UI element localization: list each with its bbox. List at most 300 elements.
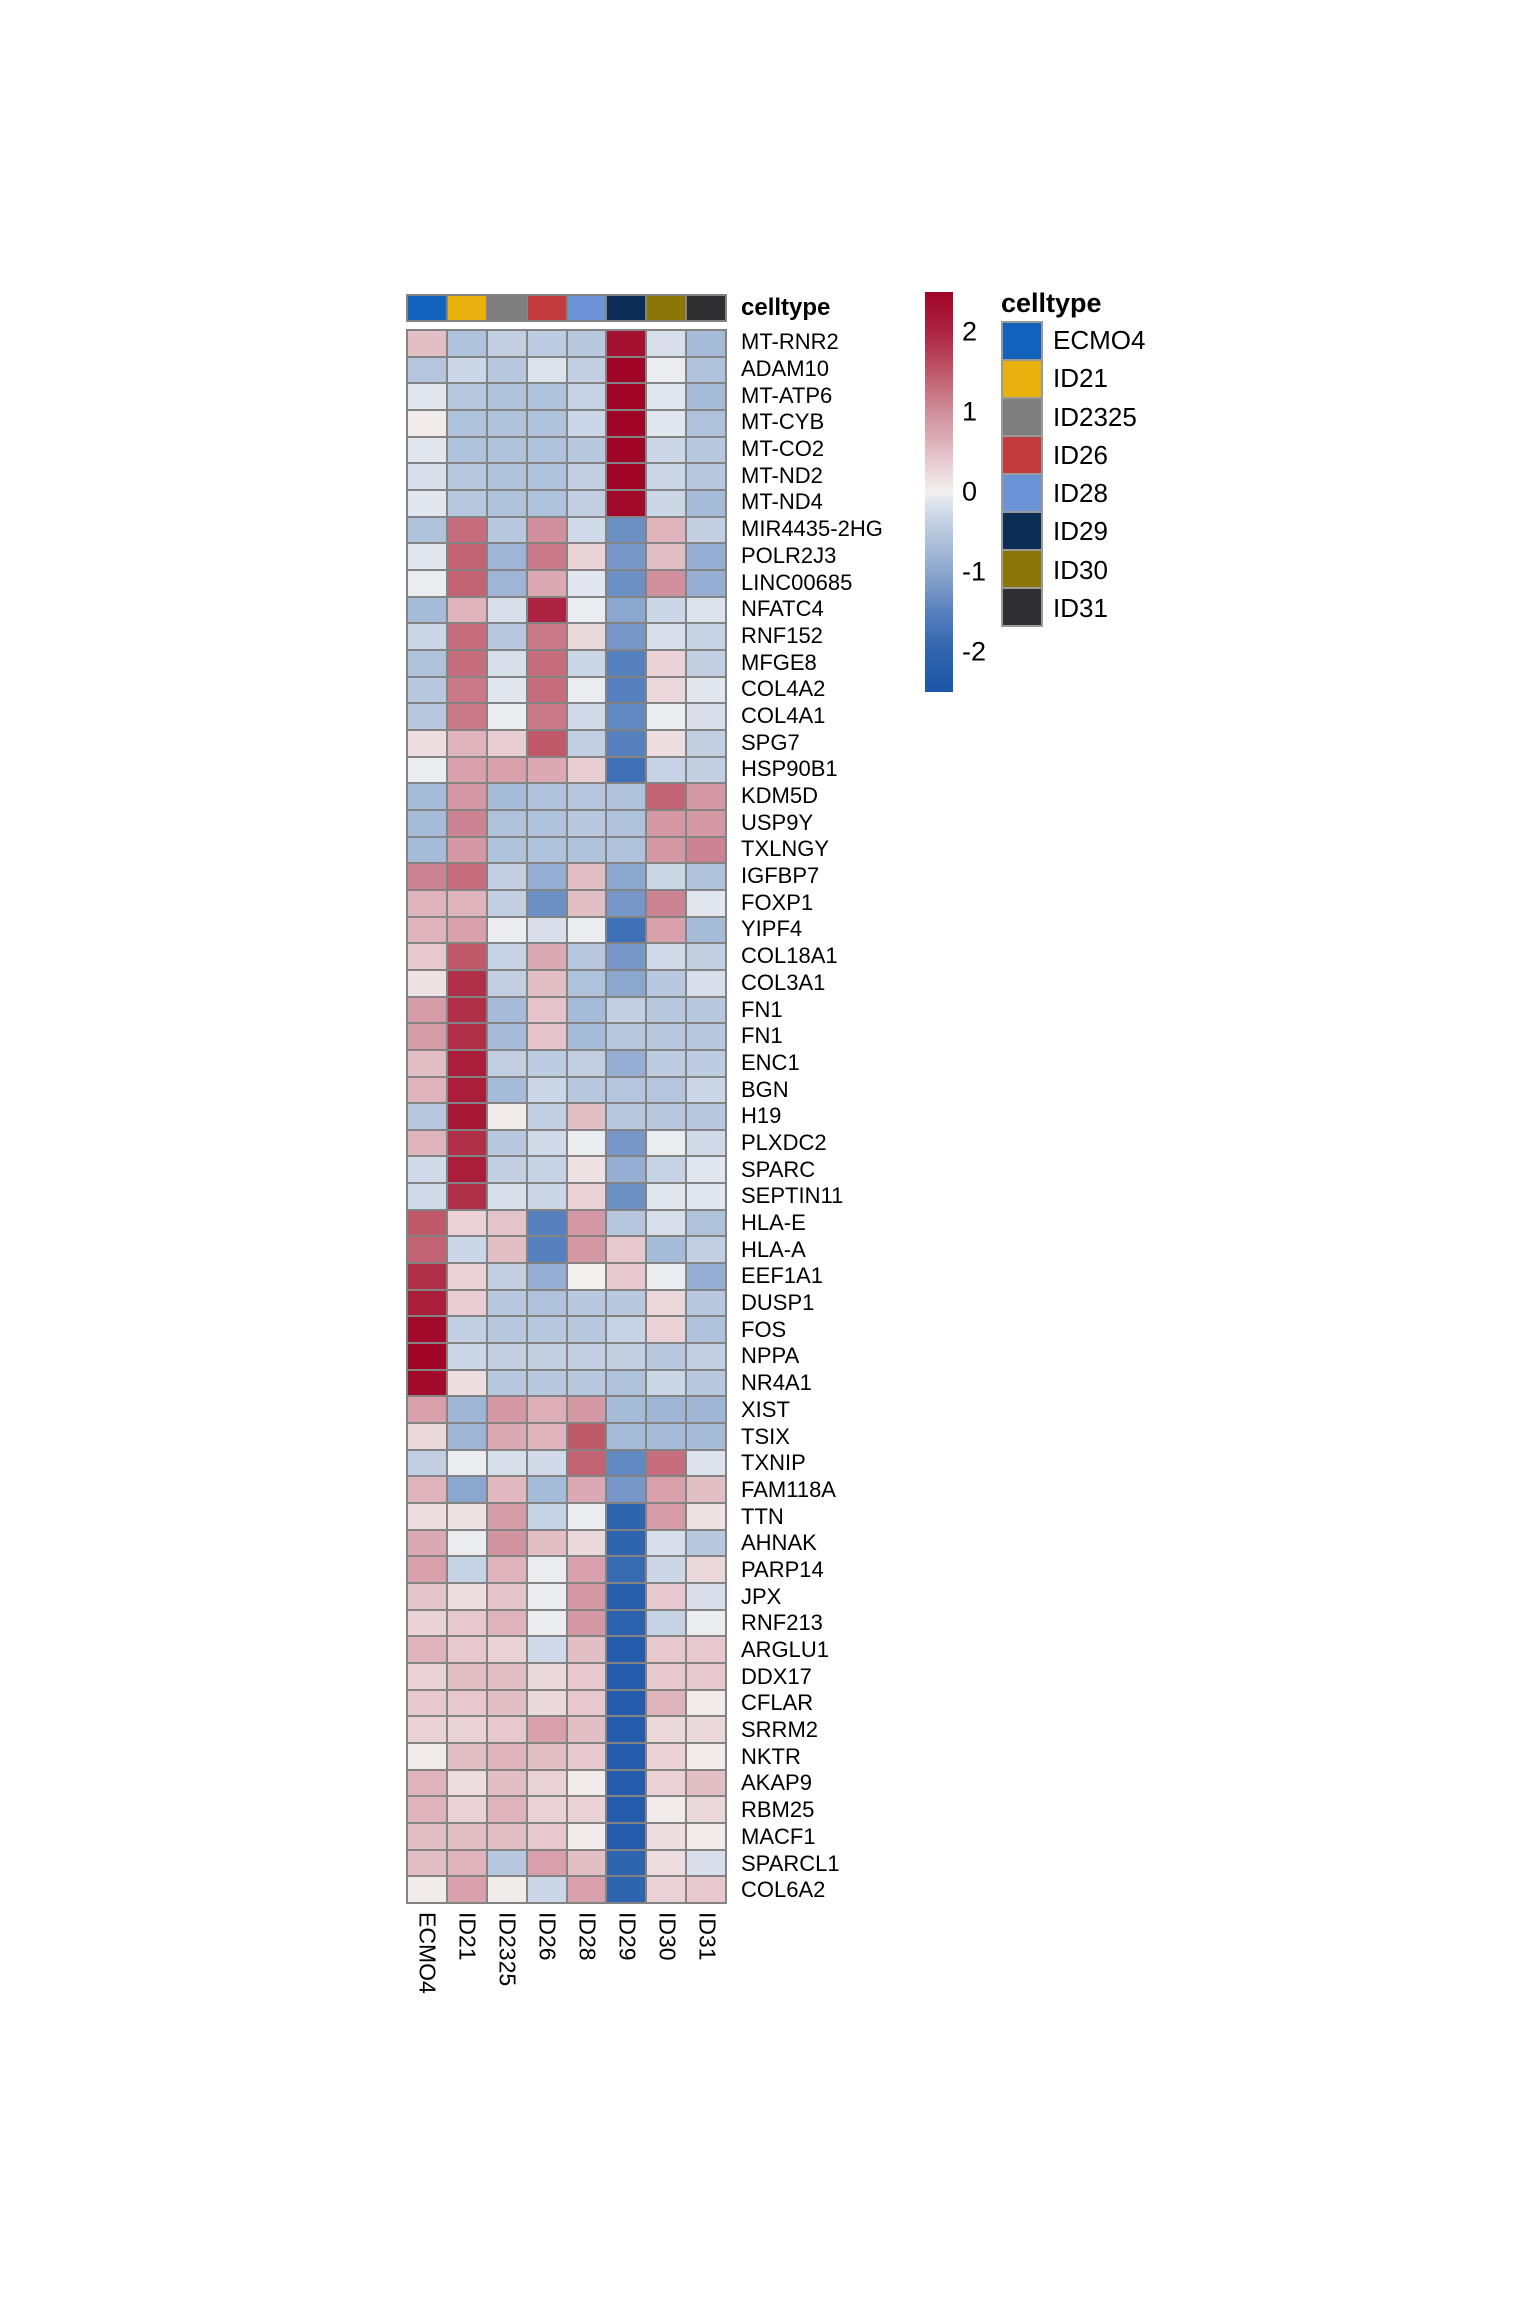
heatmap-cell	[408, 1344, 446, 1369]
heatmap-cell	[607, 918, 645, 943]
heatmap-cell	[647, 784, 685, 809]
heatmap-cell	[687, 411, 725, 436]
heatmap-cell	[408, 1504, 446, 1529]
row-label: COL18A1	[741, 943, 838, 969]
row-label: ARGLU1	[741, 1637, 830, 1663]
heatmap-cell	[607, 758, 645, 783]
legend-label: ID21	[1053, 363, 1108, 394]
celltype-legend-labels	[1053, 321, 1145, 627]
heatmap-cell	[607, 838, 645, 863]
row-label: FN1	[741, 1023, 783, 1049]
heatmap-cell	[568, 1851, 606, 1876]
heatmap-cell	[488, 1824, 526, 1849]
heatmap-cell	[568, 491, 606, 516]
heatmap-cell	[488, 1104, 526, 1129]
heatmap-cell	[647, 1051, 685, 1076]
row-label: CFLAR	[741, 1690, 814, 1716]
heatmap-cell	[647, 1797, 685, 1822]
heatmap-cell	[687, 518, 725, 543]
heatmap-cell	[448, 1611, 486, 1636]
heatmap-cell	[647, 1317, 685, 1342]
heatmap-cell	[448, 1451, 486, 1476]
heatmap-cell	[528, 384, 566, 409]
heatmap-cell	[607, 1611, 645, 1636]
heatmap-cell	[568, 731, 606, 756]
heatmap-cell	[408, 784, 446, 809]
heatmap-cell	[687, 998, 725, 1023]
column-label: ID2325	[494, 1912, 521, 1987]
heatmap-cell	[687, 1078, 725, 1103]
row-label: COL3A1	[741, 969, 826, 995]
row-label: MT-ND4	[741, 489, 823, 515]
heatmap-cell	[408, 1717, 446, 1742]
heatmap-cell	[528, 1131, 566, 1156]
heatmap-cell	[568, 1078, 606, 1103]
heatmap-cell	[488, 1237, 526, 1262]
heatmap-cell	[647, 1531, 685, 1556]
heatmap-cell	[488, 384, 526, 409]
heatmap-cell	[528, 731, 566, 756]
row-label: PLXDC2	[741, 1129, 827, 1155]
heatmap-cell	[488, 571, 526, 596]
heatmap-cell	[488, 1211, 526, 1236]
heatmap-cell	[568, 1797, 606, 1822]
heatmap-cell	[647, 891, 685, 916]
heatmap-cell	[568, 1424, 606, 1449]
heatmap-cell	[687, 491, 725, 516]
heatmap-cell	[687, 1584, 725, 1609]
heatmap-cell	[687, 1744, 725, 1769]
row-label: XIST	[741, 1396, 790, 1422]
heatmap-cell	[607, 1051, 645, 1076]
heatmap-cell	[408, 1851, 446, 1876]
heatmap-cell	[408, 1824, 446, 1849]
heatmap-cell	[448, 704, 486, 729]
heatmap-cell	[607, 1291, 645, 1316]
heatmap-cell	[448, 1584, 486, 1609]
heatmap-cell	[607, 1477, 645, 1502]
heatmap-cell	[448, 1851, 486, 1876]
colorbar-tick-label: -2	[962, 636, 987, 667]
heatmap-cell	[647, 678, 685, 703]
heatmap-cell	[687, 464, 725, 489]
heatmap-cell	[568, 998, 606, 1023]
row-label: NR4A1	[741, 1370, 812, 1396]
heatmap-cell	[607, 678, 645, 703]
heatmap-cell	[448, 1344, 486, 1369]
heatmap-cell	[448, 1691, 486, 1716]
heatmap-cell	[647, 1584, 685, 1609]
heatmap-cell	[647, 598, 685, 623]
heatmap-cell	[408, 651, 446, 676]
heatmap-cell	[568, 598, 606, 623]
heatmap-cell	[568, 1877, 606, 1902]
heatmap-cell	[687, 758, 725, 783]
heatmap-cell	[647, 1691, 685, 1716]
heatmap-cell	[607, 438, 645, 463]
heatmap-cell	[408, 811, 446, 836]
heatmap-cell	[408, 1477, 446, 1502]
heatmap-cell	[568, 864, 606, 889]
heatmap-grid	[406, 329, 727, 1904]
heatmap-cell	[528, 1477, 566, 1502]
heatmap-cell	[448, 411, 486, 436]
heatmap-cell	[607, 411, 645, 436]
heatmap-cell	[687, 1184, 725, 1209]
heatmap-cell	[568, 544, 606, 569]
heatmap-cell	[488, 1184, 526, 1209]
row-label: KDM5D	[741, 783, 819, 809]
heatmap-cell	[687, 838, 725, 863]
heatmap-cell	[647, 731, 685, 756]
heatmap-cell	[448, 518, 486, 543]
legend-label: ID2325	[1053, 401, 1137, 432]
heatmap-cell	[408, 1237, 446, 1262]
heatmap-cell	[568, 1344, 606, 1369]
heatmap-cell	[488, 971, 526, 996]
annotation-cell-ecmo4	[408, 296, 446, 320]
row-label: FOXP1	[741, 889, 814, 915]
heatmap-cell	[607, 1664, 645, 1689]
heatmap-cell	[568, 1024, 606, 1049]
heatmap-cell	[448, 384, 486, 409]
heatmap-cell	[528, 1157, 566, 1182]
heatmap-cell	[647, 1371, 685, 1396]
heatmap-cell	[687, 1157, 725, 1182]
heatmap-cell	[568, 384, 606, 409]
heatmap-cell	[488, 1371, 526, 1396]
row-label: SPARC	[741, 1156, 816, 1182]
heatmap-cell	[647, 491, 685, 516]
column-label: ID30	[654, 1912, 681, 1961]
heatmap-cell	[607, 1211, 645, 1236]
heatmap-cell	[488, 1051, 526, 1076]
heatmap-cell	[448, 1637, 486, 1662]
heatmap-cell	[408, 1584, 446, 1609]
heatmap-cell	[607, 1424, 645, 1449]
heatmap-cell	[488, 1744, 526, 1769]
row-label: MT-RNR2	[741, 329, 839, 355]
heatmap-cell	[568, 811, 606, 836]
heatmap-cell	[647, 704, 685, 729]
heatmap-cell	[607, 1317, 645, 1342]
row-label: FN1	[741, 996, 783, 1022]
heatmap-cell	[488, 998, 526, 1023]
row-label: HLA-A	[741, 1236, 806, 1262]
heatmap-cell	[607, 1824, 645, 1849]
heatmap-cell	[448, 1051, 486, 1076]
row-label: BGN	[741, 1076, 789, 1102]
heatmap-cell	[408, 1664, 446, 1689]
heatmap-cell	[687, 1451, 725, 1476]
heatmap-cell	[607, 358, 645, 383]
annotation-cell-id28	[568, 296, 606, 320]
heatmap-cell	[568, 1637, 606, 1662]
heatmap-cell	[687, 1664, 725, 1689]
row-label: MT-CYB	[741, 409, 825, 435]
heatmap-cell	[408, 1211, 446, 1236]
heatmap-cell	[687, 1717, 725, 1742]
heatmap-cell	[607, 1024, 645, 1049]
heatmap-cell	[647, 1824, 685, 1849]
heatmap-cell	[488, 598, 526, 623]
row-label: RBM25	[741, 1797, 815, 1823]
heatmap-cell	[607, 811, 645, 836]
heatmap-cell	[687, 1611, 725, 1636]
heatmap-cell	[607, 1184, 645, 1209]
heatmap-cell	[687, 704, 725, 729]
heatmap-cell	[528, 464, 566, 489]
heatmap-cell	[687, 1504, 725, 1529]
heatmap-cell	[647, 864, 685, 889]
heatmap-cell	[568, 1557, 606, 1582]
heatmap-cell	[488, 1771, 526, 1796]
heatmap-cell	[488, 1264, 526, 1289]
colorbar-tick-label: 1	[962, 396, 978, 427]
heatmap-cell	[448, 624, 486, 649]
heatmap-cell	[647, 1104, 685, 1129]
heatmap-cell	[607, 1771, 645, 1796]
heatmap-cell	[528, 1664, 566, 1689]
heatmap-cell	[408, 491, 446, 516]
heatmap-cell	[448, 1397, 486, 1422]
heatmap-cell	[647, 1131, 685, 1156]
heatmap-cell	[528, 331, 566, 356]
heatmap-cell	[687, 1104, 725, 1129]
heatmap-cell	[408, 1877, 446, 1902]
heatmap-cell	[607, 1344, 645, 1369]
heatmap-cell	[687, 918, 725, 943]
heatmap-cell	[607, 944, 645, 969]
heatmap-cell	[488, 518, 526, 543]
heatmap-cell	[448, 571, 486, 596]
heatmap-cell	[488, 1078, 526, 1103]
heatmap-cell	[488, 1477, 526, 1502]
row-label: JPX	[741, 1583, 782, 1609]
heatmap-cell	[408, 1397, 446, 1422]
heatmap-cell	[528, 1291, 566, 1316]
heatmap-cell	[568, 1237, 606, 1262]
heatmap-cell	[528, 1264, 566, 1289]
heatmap-cell	[568, 678, 606, 703]
heatmap-cell	[607, 1397, 645, 1422]
heatmap-cell	[488, 1024, 526, 1049]
legend-swatch-id26	[1003, 437, 1041, 473]
row-label: MIR4435-2HG	[741, 516, 883, 542]
heatmap-cell	[607, 624, 645, 649]
heatmap-cell	[528, 358, 566, 383]
heatmap-cell	[687, 731, 725, 756]
heatmap-cell	[647, 1504, 685, 1529]
heatmap-cell	[408, 1024, 446, 1049]
heatmap-cell	[528, 1611, 566, 1636]
heatmap-cell	[528, 1317, 566, 1342]
heatmap-cell	[448, 758, 486, 783]
heatmap-cell	[528, 1717, 566, 1742]
heatmap-cell	[448, 811, 486, 836]
heatmap-cell	[528, 918, 566, 943]
heatmap-cell	[607, 598, 645, 623]
heatmap-cell	[448, 944, 486, 969]
heatmap-cell	[528, 1797, 566, 1822]
heatmap-cell	[607, 784, 645, 809]
heatmap-cell	[408, 1264, 446, 1289]
heatmap-cell	[488, 864, 526, 889]
heatmap-cell	[528, 1584, 566, 1609]
heatmap-cell	[607, 704, 645, 729]
heatmap-cell	[408, 1424, 446, 1449]
heatmap-cell	[408, 464, 446, 489]
heatmap-cell	[528, 811, 566, 836]
heatmap-cell	[448, 1504, 486, 1529]
heatmap-cell	[568, 704, 606, 729]
heatmap-cell	[568, 1051, 606, 1076]
heatmap-cell	[687, 1264, 725, 1289]
heatmap-cell	[528, 1371, 566, 1396]
heatmap-cell	[488, 1797, 526, 1822]
heatmap-cell	[647, 1771, 685, 1796]
heatmap-cell	[607, 1851, 645, 1876]
heatmap-cell	[568, 1157, 606, 1182]
row-label: MFGE8	[741, 649, 817, 675]
heatmap-cell	[528, 1851, 566, 1876]
heatmap-cell	[687, 358, 725, 383]
heatmap-cell	[528, 1504, 566, 1529]
heatmap-cell	[687, 891, 725, 916]
heatmap-cell	[408, 704, 446, 729]
heatmap-cell	[647, 1557, 685, 1582]
heatmap-cell	[528, 598, 566, 623]
heatmap-cell	[607, 491, 645, 516]
annotation-cell-id2325	[488, 296, 526, 320]
heatmap-cell	[408, 971, 446, 996]
heatmap-cell	[528, 411, 566, 436]
heatmap-cell	[528, 1424, 566, 1449]
row-label: SPG7	[741, 729, 800, 755]
heatmap-cell	[408, 1184, 446, 1209]
heatmap-cell	[528, 838, 566, 863]
heatmap-cell	[568, 1211, 606, 1236]
heatmap-cell	[408, 838, 446, 863]
heatmap-cell	[607, 384, 645, 409]
heatmap-cell	[607, 1637, 645, 1662]
heatmap-cell	[647, 1024, 685, 1049]
heatmap-cell	[607, 1504, 645, 1529]
heatmap-cell	[647, 1237, 685, 1262]
heatmap-cell	[647, 464, 685, 489]
heatmap-cell	[568, 1371, 606, 1396]
heatmap-cell	[528, 758, 566, 783]
heatmap-cell	[408, 731, 446, 756]
heatmap-cell	[448, 331, 486, 356]
heatmap-cell	[568, 971, 606, 996]
heatmap-cell	[448, 1424, 486, 1449]
row-label: MT-ATP6	[741, 382, 833, 408]
heatmap-cell	[448, 971, 486, 996]
heatmap-cell	[448, 1237, 486, 1262]
heatmap-cell	[647, 1664, 685, 1689]
heatmap-cell	[687, 1824, 725, 1849]
heatmap-cell	[687, 1424, 725, 1449]
heatmap-cell	[408, 598, 446, 623]
heatmap-cell	[528, 1877, 566, 1902]
row-label: PARP14	[741, 1556, 824, 1582]
heatmap-cell	[488, 918, 526, 943]
heatmap-cell	[568, 1584, 606, 1609]
heatmap-cell	[408, 1051, 446, 1076]
heatmap-cell	[448, 864, 486, 889]
heatmap-cell	[687, 1371, 725, 1396]
heatmap-cell	[568, 1771, 606, 1796]
heatmap-cell	[408, 1611, 446, 1636]
heatmap-cell	[607, 1877, 645, 1902]
row-label: MACF1	[741, 1823, 816, 1849]
legend-swatch-id21	[1003, 361, 1041, 397]
heatmap-cell	[687, 1131, 725, 1156]
heatmap-cell	[607, 731, 645, 756]
heatmap-cell	[528, 1557, 566, 1582]
heatmap-cell	[528, 971, 566, 996]
heatmap-cell	[448, 438, 486, 463]
heatmap-cell	[568, 571, 606, 596]
heatmap-cell	[408, 1771, 446, 1796]
row-label: RNF213	[741, 1610, 823, 1636]
heatmap-cell	[647, 411, 685, 436]
heatmap-cell	[647, 1744, 685, 1769]
heatmap-cell	[687, 384, 725, 409]
heatmap-cell	[568, 1184, 606, 1209]
column-label: ID31	[694, 1912, 721, 1961]
row-label: TXLNGY	[741, 836, 830, 862]
heatmap-cell	[647, 384, 685, 409]
heatmap-cell	[687, 678, 725, 703]
heatmap-cell	[448, 1371, 486, 1396]
row-label: FAM118A	[741, 1476, 836, 1502]
heatmap-cell	[647, 518, 685, 543]
heatmap-cell	[687, 1024, 725, 1049]
heatmap-cell	[528, 1744, 566, 1769]
heatmap-cell	[488, 1851, 526, 1876]
row-label: H19	[741, 1103, 782, 1129]
heatmap-cell	[568, 651, 606, 676]
heatmap-cell	[488, 1877, 526, 1902]
row-label: MT-ND2	[741, 462, 823, 488]
row-label: SEPTIN11	[741, 1183, 844, 1209]
heatmap-cell	[448, 918, 486, 943]
heatmap-cell	[647, 998, 685, 1023]
heatmap-cell	[647, 838, 685, 863]
heatmap-cell	[647, 1637, 685, 1662]
legend-label: ID26	[1053, 439, 1108, 470]
heatmap-cell	[488, 624, 526, 649]
column-label: ECMO4	[414, 1912, 441, 1994]
heatmap-cell	[448, 838, 486, 863]
heatmap-cell	[607, 971, 645, 996]
row-label: HSP90B1	[741, 756, 838, 782]
heatmap-cell	[488, 704, 526, 729]
heatmap-cell	[488, 464, 526, 489]
heatmap-cell	[488, 811, 526, 836]
heatmap-cell	[448, 598, 486, 623]
heatmap-cell	[568, 891, 606, 916]
heatmap-cell	[568, 1264, 606, 1289]
heatmap-cell	[488, 1531, 526, 1556]
row-label: AHNAK	[741, 1530, 817, 1556]
row-label: COL6A2	[741, 1877, 826, 1903]
heatmap-cell	[528, 1344, 566, 1369]
heatmap-cell	[408, 384, 446, 409]
row-label: FOS	[741, 1316, 787, 1342]
